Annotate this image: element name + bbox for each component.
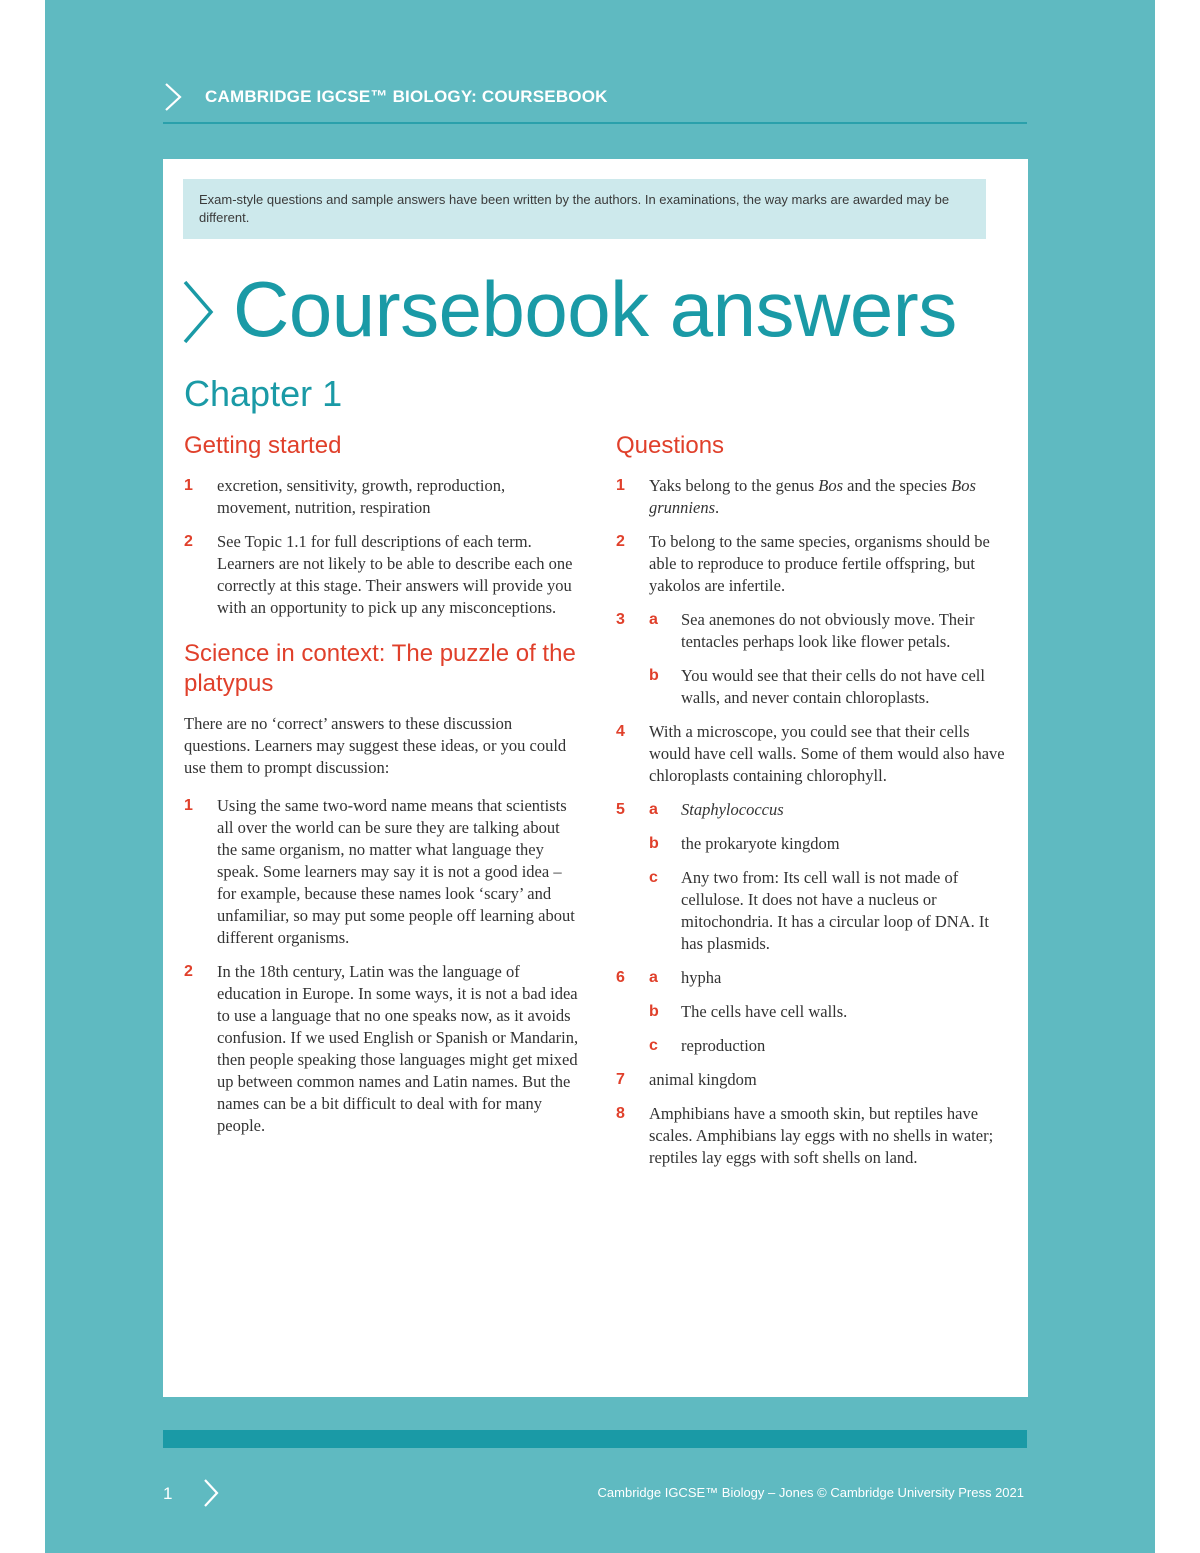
list-item	[184, 795, 579, 949]
item-text: excretion, sensitivity, growth, reproduction, movement, nutrition, respiration	[217, 476, 506, 517]
chevron-right-icon	[163, 82, 183, 112]
sub-letter: a	[649, 611, 658, 628]
item-text: Using the same two-word name means that scientists all over the world can be sure they are talking about the same organism, no matter what language they speak. Some learners may say it is not a good idea – for example, because these names look ‘scary’ and unfamiliar, so may put some people off learning about different organisms.	[217, 796, 575, 947]
sub-item	[649, 799, 1011, 821]
item-number: 8	[616, 1105, 625, 1122]
item-number: 4	[616, 723, 625, 740]
science-in-context-heading: Science in context: The puzzle of the platypus	[184, 640, 576, 697]
sub-text: Sea anemones do not obviously move. Their tentacles perhaps look like flower petals.	[681, 610, 975, 651]
sub-letter: c	[649, 869, 658, 886]
q1-species: Bos grunniens	[649, 476, 976, 517]
q1-mid: and the species	[843, 476, 952, 495]
question-3	[616, 609, 1011, 709]
science-in-context-intro: There are no ‘correct’ answers to these discussion questions. Learners may suggest these ideas, or you could use them to prompt discussion:	[184, 714, 567, 777]
item-text: In the 18th century, Latin was the language of education in Europe. In some ways, it is not a bad idea to use a language that no one speaks now, as it avoids confusion. If we used English or Spanish or Mandarin, then people speaking those languages might get mixed up between common names and Latin names. But the names can be a bit difficult to deal with for many people.	[217, 962, 579, 1135]
question-4	[616, 721, 1011, 787]
sub-letter: b	[649, 1003, 659, 1020]
item-number: 6	[616, 969, 625, 986]
sub-letter: a	[649, 801, 658, 818]
sub-letter: a	[649, 969, 658, 986]
item-number: 7	[616, 1071, 625, 1088]
page-title	[181, 264, 1011, 354]
sub-item	[649, 609, 1011, 653]
page-background	[45, 0, 1155, 1553]
sub-text: Any two from: Its cell wall is not made of cellulose. It does not have a nucleus or mitochondria. It has a circular loop of DNA. It has plasmids.	[681, 868, 989, 953]
question-1	[616, 475, 1011, 519]
sub-letter: b	[649, 667, 659, 684]
sub-item	[649, 833, 1011, 855]
sub-text: Staphylococcus	[681, 800, 784, 819]
sub-text: You would see that their cells do not have cell walls, and never contain chloroplasts.	[681, 666, 985, 707]
chapter-heading: Chapter 1	[184, 373, 343, 414]
sub-text: hypha	[681, 968, 722, 987]
item-number: 1	[184, 797, 193, 814]
q1-genus: Bos	[818, 476, 844, 495]
chevron-right-icon	[202, 1478, 220, 1508]
item-number: 2	[184, 533, 193, 550]
item-text: animal kingdom	[649, 1070, 757, 1089]
item-text: Amphibians have a smooth skin, but reptiles have scales. Amphibians lay eggs with no shells in water; reptiles lay eggs with soft shells on land.	[649, 1104, 994, 1167]
item-text: See Topic 1.1 for full descriptions of each term. Learners are not likely to be able to describe each one correctly at this stage. Their answers will provide you with an opportunity to pick up any misconceptions.	[217, 532, 573, 617]
q1-pre: Yaks belong to the genus	[649, 476, 819, 495]
sub-item	[649, 1001, 1011, 1023]
item-number: 2	[184, 963, 193, 980]
list-item	[184, 961, 579, 1137]
sub-item	[649, 1035, 1011, 1057]
sub-text: reproduction	[681, 1036, 766, 1055]
question-2	[616, 531, 1011, 597]
questions-heading: Questions	[616, 432, 725, 459]
question-7	[616, 1069, 1011, 1091]
getting-started-heading: Getting started	[184, 432, 342, 459]
question-6	[616, 967, 1011, 1057]
item-number: 1	[184, 477, 193, 494]
footer-bar	[163, 1430, 1027, 1448]
list-item	[184, 531, 579, 619]
question-5	[616, 799, 1011, 955]
chevron-right-icon	[181, 279, 215, 345]
footer-copyright: Cambridge IGCSE™ Biology – Jones © Cambridge University Press 2021	[597, 1485, 1024, 1500]
header-title: CAMBRIDGE IGCSE™ BIOLOGY: COURSEBOOK	[205, 87, 608, 106]
page-title-text: Coursebook answers	[233, 265, 957, 353]
item-number: 5	[616, 801, 625, 818]
item-text: To belong to the same species, organisms should be able to reproduce to produce fertile offspring, but yakolos are infertile.	[649, 532, 990, 595]
sub-letter: c	[649, 1037, 658, 1054]
question-8	[616, 1103, 1011, 1169]
sub-item	[649, 665, 1011, 709]
right-column	[616, 431, 1011, 1181]
sub-item	[649, 867, 1011, 955]
sub-text: the prokaryote kingdom	[681, 834, 840, 853]
list-item	[184, 475, 579, 519]
left-column	[184, 431, 579, 1149]
item-number: 2	[616, 533, 625, 550]
running-header	[163, 82, 1027, 124]
sub-text: The cells have cell walls.	[681, 1002, 848, 1021]
item-number: 1	[616, 477, 625, 494]
exam-notice: Exam-style questions and sample answers have been written by the authors. In examinations, the way marks are awarded may be different.	[183, 179, 986, 239]
sub-item	[649, 967, 1011, 989]
item-number: 3	[616, 611, 625, 628]
sub-letter: b	[649, 835, 659, 852]
content-sheet	[163, 159, 1028, 1397]
page-number: 1	[163, 1484, 173, 1503]
q1-post: .	[715, 498, 720, 517]
item-text: With a microscope, you could see that their cells would have cell walls. Some of them would also have chloroplasts containing chlorophyll.	[649, 722, 1005, 785]
